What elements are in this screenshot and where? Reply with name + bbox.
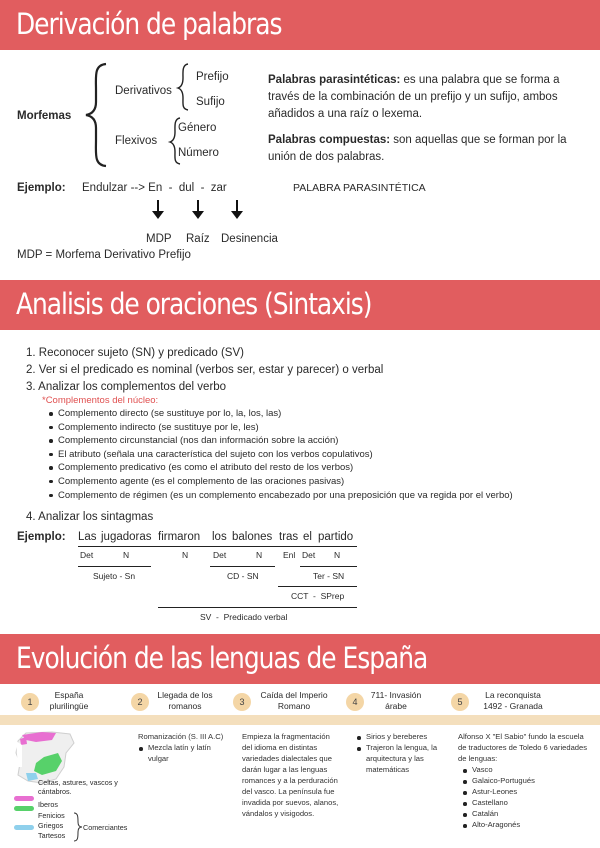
- legend-comerciantes: Comerciantes: [83, 823, 128, 832]
- legend-swatch-blue: [14, 825, 34, 830]
- timeline-label: 711- Invasión árabe: [370, 690, 422, 711]
- cct-line: [278, 586, 357, 587]
- tag: Det: [302, 550, 316, 560]
- list-item: Castellano: [462, 797, 592, 808]
- ter-line: [300, 566, 357, 567]
- list-item: Galaico-Portugués: [462, 775, 592, 786]
- step: 2. Ver si el predicado es nominal (verbos ser, estar y parecer) o verbal: [26, 364, 384, 376]
- timeline-col-3: Empieza la fragmentación del idioma en distintas variedades dialectales que darán lugar a las lenguas romances y a la perduración del vasco. La península fue invadida por suevos, alanos, vándalos y visigodos.: [242, 732, 339, 818]
- sujeto-line: [78, 566, 151, 567]
- list-item: Complemento predicativo (es como el atributo del resto de los verbos): [48, 461, 513, 475]
- numero-label: Número: [178, 147, 219, 159]
- timeline-col-5: [458, 731, 592, 830]
- timeline-number: 1: [21, 693, 39, 711]
- ejemplo2-label: Ejemplo:: [17, 531, 66, 543]
- list-item: El atributo (señala una característica del sujeto con los verbos copulativos): [48, 448, 513, 462]
- tag: N: [182, 550, 189, 560]
- steps-list: [26, 345, 383, 396]
- section-banner-evolucion: [0, 634, 600, 684]
- tag: N: [256, 550, 263, 560]
- section-banner-derivacion: [0, 0, 600, 50]
- list-item: Astur-Leones: [462, 786, 592, 797]
- step: 3. Analizar los complementos del verbo: [26, 381, 227, 393]
- col-intro: Alfonso X "El Sabio" fundo la escuela de traductores de Toledo 6 variedades de lenguas:: [458, 732, 588, 763]
- genero-label: Género: [178, 122, 217, 134]
- word: los: [212, 531, 227, 543]
- list-item: Complemento circunstancial (nos dan información sobre la acción): [48, 434, 513, 448]
- list-item: Mezcla latín y latín vulgar: [138, 742, 233, 764]
- definition-parasinteticas: [268, 72, 568, 123]
- legend-swatch-green: [14, 806, 34, 811]
- prefijo-label: Prefijo: [196, 71, 229, 83]
- derivativos-label: Derivativos: [115, 85, 172, 97]
- col-list: [462, 764, 592, 830]
- flexivos-label: Flexivos: [115, 135, 158, 147]
- definition-compuestas: [268, 132, 568, 166]
- word: Las: [78, 531, 97, 543]
- legend-tartesos: Tartesos: [38, 831, 66, 840]
- list-item: Trajeron la lengua, la arquitectura y las matemáticas: [356, 742, 452, 775]
- col-list: [138, 742, 233, 764]
- legend-iberos: Iberos: [38, 800, 58, 809]
- timeline-label: España plurilingüe: [49, 690, 89, 711]
- term: Palabras parasintéticas:: [268, 74, 401, 86]
- col-list: [356, 731, 452, 775]
- word: tras: [279, 531, 299, 543]
- definition-text: son aquellas que se forman por la unión de dos palabras.: [268, 134, 567, 163]
- complementos-list: [48, 407, 513, 502]
- step: 1. Reconocer sujeto (SN) y predicado (SV): [26, 347, 244, 359]
- cd-line: [210, 566, 275, 567]
- list-item: Complemento indirecto (se sustituye por le, les): [48, 421, 513, 435]
- list-item: Complemento directo (se sustituye por lo, la, los, las): [48, 407, 513, 421]
- list-item: Vasco: [462, 764, 592, 775]
- cct-label: CCT - SPrep: [291, 591, 345, 601]
- desinencia-label: Desinencia: [221, 233, 278, 245]
- ejemplo-text: Endulzar --> En - dul - zar: [82, 182, 227, 194]
- sujeto-label: Sujeto - Sn: [93, 571, 136, 581]
- timeline-number: 4: [346, 693, 364, 711]
- raiz-label: Raíz: [186, 233, 210, 245]
- legend-fenicios: Fenicios: [38, 811, 65, 820]
- timeline-bar: [0, 715, 600, 725]
- tag: N: [123, 550, 130, 560]
- section-title: Analisis de oraciones (Sintaxis): [16, 287, 372, 321]
- sentence-underline: [78, 546, 357, 547]
- timeline-number: 3: [233, 693, 251, 711]
- word: el: [303, 531, 312, 543]
- mdp-note: MDP = Morfema Derivativo Prefijo: [17, 249, 191, 261]
- word: balones: [232, 531, 273, 543]
- list-item: Catalán: [462, 808, 592, 819]
- timeline-col-4: [356, 731, 452, 775]
- sv-label: SV - Predicado verbal: [200, 612, 288, 622]
- list-item: Complemento de régimen (es un complemento encabezado por una preposición que va regida por el verbo): [48, 489, 513, 503]
- tag: Enl: [283, 550, 296, 560]
- section-title: Evolución de las lenguas de España: [16, 641, 428, 675]
- timeline-number: 5: [451, 693, 469, 711]
- ejemplo-type: PALABRA PARASINTÉTICA: [293, 182, 426, 194]
- mdp-label: MDP: [146, 233, 172, 245]
- legend-comerciantes-group: [38, 811, 65, 841]
- sufijo-label: Sufijo: [196, 96, 225, 108]
- legend-swatch-pink: [14, 796, 34, 801]
- definition-text: es una palabra que se forma a través de la combinación de un prefijo y un sufijo, ambos añadidos a una raíz o lexema.: [268, 74, 560, 120]
- legend-griegos: Griegos: [38, 821, 64, 830]
- word: jugadoras: [101, 531, 152, 543]
- cd-label: CD - SN: [227, 571, 259, 581]
- list-item: Sirios y bereberes: [356, 731, 452, 742]
- section-title: Derivación de palabras: [16, 7, 282, 41]
- timeline-col-2: [138, 731, 233, 764]
- brace-icon: [73, 812, 83, 842]
- timeline-number: 2: [131, 693, 149, 711]
- section-banner-sintaxis: [0, 280, 600, 330]
- list-item: Alto-Aragonés: [462, 819, 592, 830]
- legend-celtas: Celtas, astures, vascos y cántabros.: [38, 778, 118, 796]
- term: Palabras compuestas:: [268, 134, 391, 146]
- morfemas-label: Morfemas: [17, 110, 72, 122]
- sv-line: [158, 607, 357, 608]
- word: partido: [318, 531, 354, 543]
- timeline-label: Caída del Imperio Romano: [260, 690, 328, 711]
- ter-label: Ter - SN: [313, 571, 345, 581]
- tag: Det: [80, 550, 94, 560]
- tag: N: [334, 550, 341, 560]
- list-item: Complemento agente (es el complemento de las oraciones pasivas): [48, 475, 513, 489]
- tag: Det: [213, 550, 227, 560]
- col-title: Romanización (S. III A.C): [138, 732, 224, 741]
- word: firmaron: [158, 531, 201, 543]
- step-4: 4. Analizar los sintagmas: [26, 511, 154, 523]
- timeline-label: La reconquista 1492 - Granada: [483, 690, 543, 711]
- ejemplo-label: Ejemplo:: [17, 182, 66, 194]
- complementos-title: *Complementos del núcleo:: [42, 395, 159, 406]
- timeline-label: Llegada de los romanos: [157, 690, 213, 711]
